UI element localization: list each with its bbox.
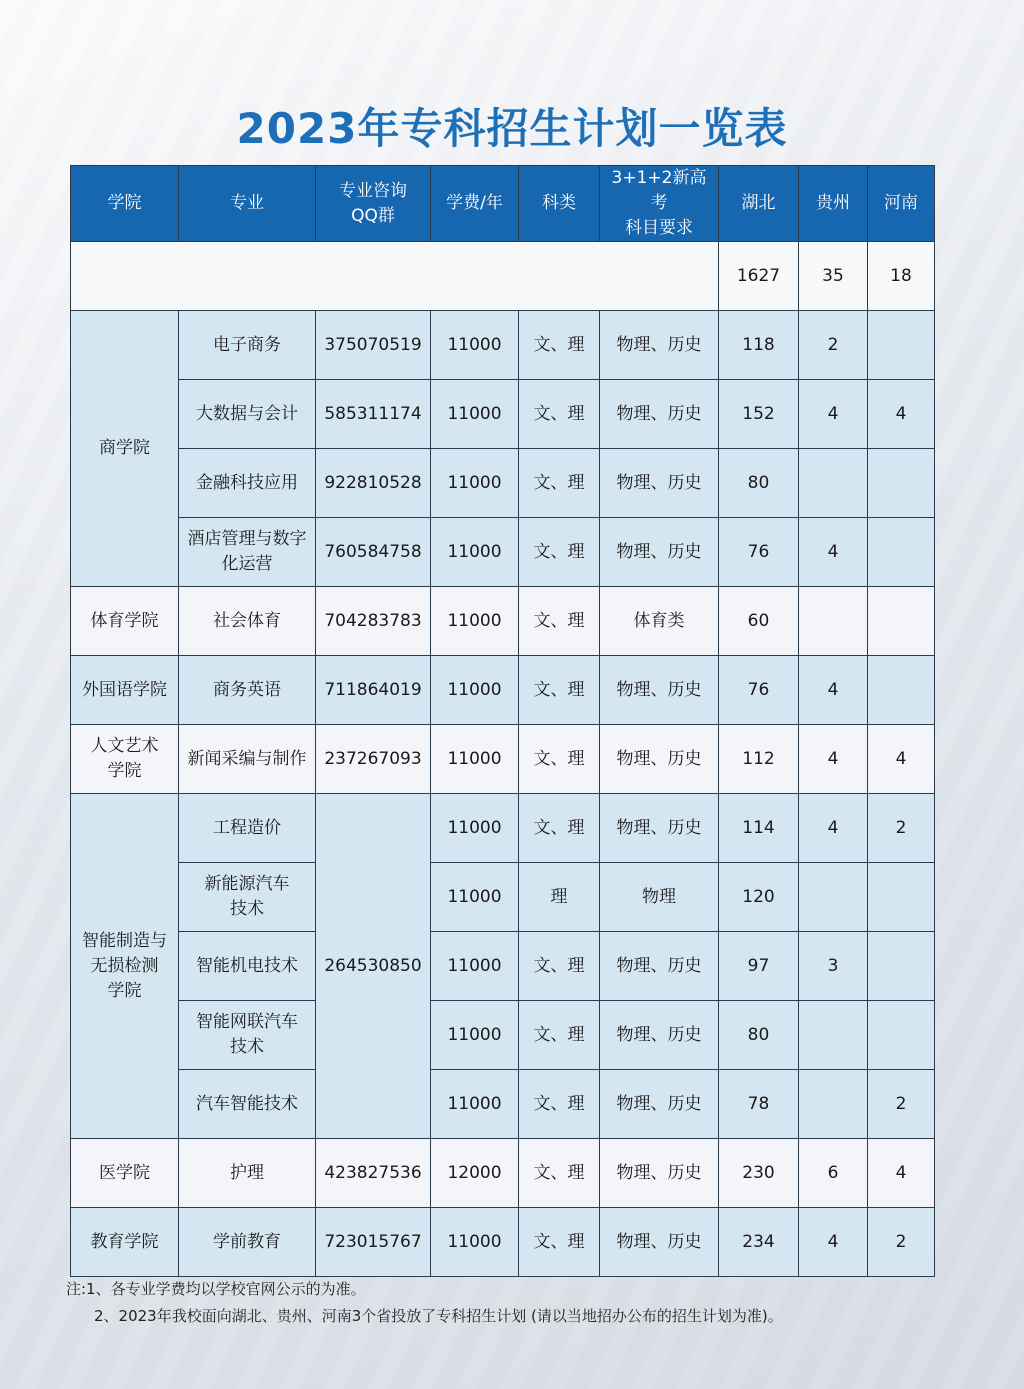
fee-cell: 11000: [431, 725, 519, 794]
major-cell: 金融科技应用: [179, 449, 316, 518]
guizhou-cell: 4: [799, 656, 868, 725]
requirement-cell: 物理、历史: [600, 932, 719, 1001]
hubei-cell: 114: [719, 794, 799, 863]
table-row: [71, 1001, 935, 1070]
hubei-cell: 118: [719, 311, 799, 380]
henan-cell: [868, 518, 935, 587]
henan-cell: [868, 587, 935, 656]
hubei-cell: 60: [719, 587, 799, 656]
table-header-row: [71, 166, 935, 242]
college-cell: [71, 794, 179, 1139]
footnote-2: 2、2023年我校面向湖北、贵州、河南3个省投放了专科招生计划 (请以当地招办公布的招生计划为准)。: [94, 1307, 783, 1325]
header-fee: 学费/年: [431, 166, 519, 242]
total-hubei: 1627: [719, 242, 799, 311]
table-row: [71, 656, 935, 725]
hubei-cell: 152: [719, 380, 799, 449]
guizhou-cell: 4: [799, 518, 868, 587]
fee-cell: 11000: [431, 311, 519, 380]
header-qq-line2: QQ群: [351, 205, 395, 226]
subject-cell: 文、理: [519, 1139, 600, 1208]
requirement-cell: 物理、历史: [600, 725, 719, 794]
subject-cell: 理: [519, 863, 600, 932]
footnotes: [66, 1276, 783, 1330]
college-line2: 无损检测: [90, 955, 159, 976]
header-henan: 河南: [868, 166, 935, 242]
henan-cell: 2: [868, 1070, 935, 1139]
requirement-cell: 物理、历史: [600, 311, 719, 380]
guizhou-cell: 4: [799, 380, 868, 449]
subject-cell: 文、理: [519, 1208, 600, 1277]
totals-row: [71, 242, 935, 311]
fee-cell: 12000: [431, 1139, 519, 1208]
fee-cell: 11000: [431, 587, 519, 656]
hubei-cell: 97: [719, 932, 799, 1001]
qq-cell: 375070519: [316, 311, 431, 380]
major-cell: 智能机电技术: [179, 932, 316, 1001]
major-cell: 学前教育: [179, 1208, 316, 1277]
subject-cell: 文、理: [519, 1001, 600, 1070]
major-cell: 大数据与会计: [179, 380, 316, 449]
qq-cell: 423827536: [316, 1139, 431, 1208]
major-cell: 护理: [179, 1139, 316, 1208]
major-line1: 新能源汽车: [204, 874, 290, 894]
qq-cell: 760584758: [316, 518, 431, 587]
subject-cell: 文、理: [519, 518, 600, 587]
fee-cell: 11000: [431, 449, 519, 518]
guizhou-cell: [799, 587, 868, 656]
major-cell: [179, 518, 316, 587]
major-cell: 社会体育: [179, 587, 316, 656]
hubei-cell: 234: [719, 1208, 799, 1277]
requirement-cell: 物理、历史: [600, 1001, 719, 1070]
qq-cell: 922810528: [316, 449, 431, 518]
subject-cell: 文、理: [519, 449, 600, 518]
total-henan: 18: [868, 242, 935, 311]
header-qq-line1: 专业咨询: [339, 180, 407, 201]
header-requirement: [600, 166, 719, 242]
guizhou-cell: 3: [799, 932, 868, 1001]
table-row: [71, 380, 935, 449]
table-row: [71, 518, 935, 587]
qq-cell: 585311174: [316, 380, 431, 449]
henan-cell: [868, 311, 935, 380]
totals-blank-cell: [71, 242, 719, 311]
major-line1: 酒店管理与数字: [187, 529, 307, 549]
hubei-cell: 78: [719, 1070, 799, 1139]
henan-cell: 4: [868, 725, 935, 794]
table-row: [71, 794, 935, 863]
major-line2: 技术: [230, 899, 264, 919]
fee-cell: 11000: [431, 656, 519, 725]
subject-cell: 文、理: [519, 587, 600, 656]
college-cell: 商学院: [71, 311, 179, 587]
college-line1: 人文艺术: [90, 736, 159, 756]
major-cell: 汽车智能技术: [179, 1070, 316, 1139]
major-cell: 工程造价: [179, 794, 316, 863]
henan-cell: [868, 1001, 935, 1070]
table-row: [71, 449, 935, 518]
header-qq: [316, 166, 431, 242]
major-line1: 智能网联汽车: [196, 1012, 298, 1032]
table-row: [71, 725, 935, 794]
guizhou-cell: 4: [799, 1208, 868, 1277]
fee-cell: 11000: [431, 380, 519, 449]
qq-cell: 704283783: [316, 587, 431, 656]
guizhou-cell: 4: [799, 725, 868, 794]
qq-cell: 264530850: [316, 794, 431, 1139]
enrollment-plan-table: [70, 165, 935, 1277]
hubei-cell: 230: [719, 1139, 799, 1208]
requirement-cell: 物理、历史: [600, 1070, 719, 1139]
major-cell: [179, 863, 316, 932]
requirement-cell: 物理、历史: [600, 1139, 719, 1208]
henan-cell: [868, 449, 935, 518]
hubei-cell: 80: [719, 1001, 799, 1070]
qq-cell: 711864019: [316, 656, 431, 725]
table-row: [71, 1070, 935, 1139]
hubei-cell: 76: [719, 518, 799, 587]
hubei-cell: 76: [719, 656, 799, 725]
header-major: 专业: [179, 166, 316, 242]
college-line3: 学院: [107, 980, 142, 1001]
guizhou-cell: [799, 1001, 868, 1070]
hubei-cell: 112: [719, 725, 799, 794]
major-line2: 化运营: [221, 554, 273, 574]
table-row: [71, 1208, 935, 1277]
college-cell: 医学院: [71, 1139, 179, 1208]
college-cell: 教育学院: [71, 1208, 179, 1277]
table-row: [71, 932, 935, 1001]
henan-cell: 4: [868, 1139, 935, 1208]
requirement-cell: 体育类: [600, 587, 719, 656]
subject-cell: 文、理: [519, 311, 600, 380]
table-row: [71, 863, 935, 932]
table-row: [71, 311, 935, 380]
requirement-cell: 物理、历史: [600, 656, 719, 725]
guizhou-cell: 4: [799, 794, 868, 863]
major-line2: 技术: [230, 1037, 264, 1057]
guizhou-cell: [799, 449, 868, 518]
henan-cell: [868, 932, 935, 1001]
header-req-line1: 3+1+2新高考: [611, 168, 707, 213]
total-guizhou: 35: [799, 242, 868, 311]
subject-cell: 文、理: [519, 380, 600, 449]
major-cell: 新闻采编与制作: [179, 725, 316, 794]
henan-cell: 4: [868, 380, 935, 449]
college-cell: [71, 725, 179, 794]
requirement-cell: 物理、历史: [600, 380, 719, 449]
fee-cell: 11000: [431, 863, 519, 932]
college-line1: 智能制造与: [82, 930, 167, 951]
guizhou-cell: [799, 1070, 868, 1139]
requirement-cell: 物理、历史: [600, 794, 719, 863]
subject-cell: 文、理: [519, 1070, 600, 1139]
table-row: [71, 587, 935, 656]
fee-cell: 11000: [431, 518, 519, 587]
header-guizhou: 贵州: [799, 166, 868, 242]
header-college: 学院: [71, 166, 179, 242]
major-cell: 商务英语: [179, 656, 316, 725]
henan-cell: 2: [868, 1208, 935, 1277]
fee-cell: 11000: [431, 1208, 519, 1277]
requirement-cell: 物理、历史: [600, 1208, 719, 1277]
guizhou-cell: [799, 863, 868, 932]
subject-cell: 文、理: [519, 725, 600, 794]
college-line2: 学院: [107, 761, 142, 781]
footnote-1: 注:1、各专业学费均以学校官网公示的为准。: [66, 1280, 366, 1298]
page-title: 2023年专科招生计划一览表: [236, 104, 788, 153]
subject-cell: 文、理: [519, 932, 600, 1001]
henan-cell: 2: [868, 794, 935, 863]
requirement-cell: 物理: [600, 863, 719, 932]
hubei-cell: 120: [719, 863, 799, 932]
subject-cell: 文、理: [519, 656, 600, 725]
fee-cell: 11000: [431, 1070, 519, 1139]
fee-cell: 11000: [431, 932, 519, 1001]
fee-cell: 11000: [431, 794, 519, 863]
major-cell: [179, 1001, 316, 1070]
guizhou-cell: 2: [799, 311, 868, 380]
guizhou-cell: 6: [799, 1139, 868, 1208]
qq-cell: 237267093: [316, 725, 431, 794]
requirement-cell: 物理、历史: [600, 449, 719, 518]
subject-cell: 文、理: [519, 794, 600, 863]
header-hubei: 湖北: [719, 166, 799, 242]
qq-cell: 723015767: [316, 1208, 431, 1277]
college-cell: 外国语学院: [71, 656, 179, 725]
table-row: [71, 1139, 935, 1208]
requirement-cell: 物理、历史: [600, 518, 719, 587]
fee-cell: 11000: [431, 1001, 519, 1070]
henan-cell: [868, 863, 935, 932]
major-cell: 电子商务: [179, 311, 316, 380]
header-subject: 科类: [519, 166, 600, 242]
henan-cell: [868, 656, 935, 725]
header-req-line2: 科目要求: [625, 218, 693, 238]
hubei-cell: 80: [719, 449, 799, 518]
college-cell: 体育学院: [71, 587, 179, 656]
